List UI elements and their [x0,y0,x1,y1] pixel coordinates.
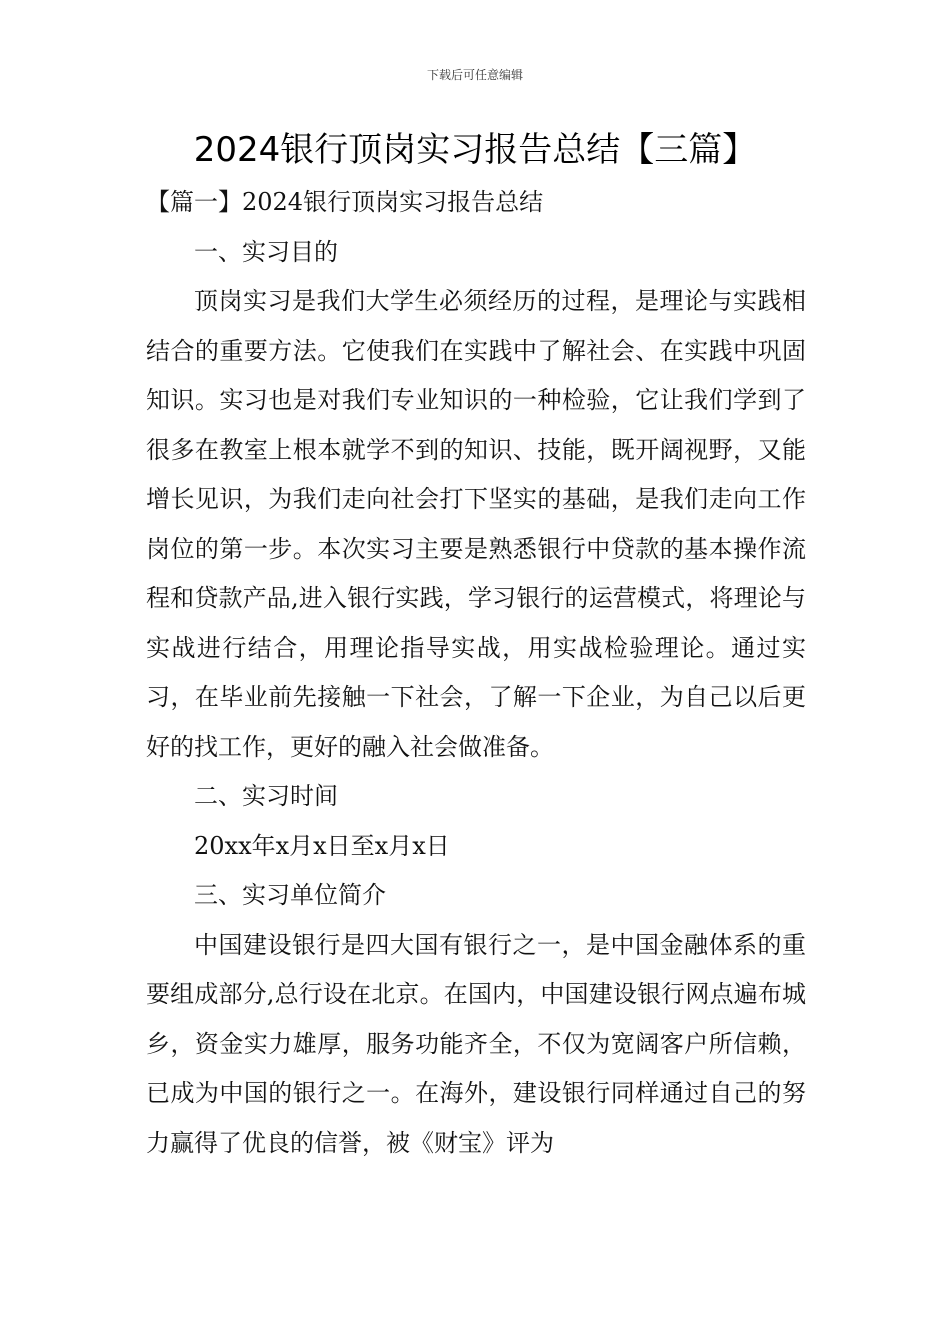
paragraph-purpose: 顶岗实习是我们大学生必须经历的过程，是理论与实践相结合的重要方法。它使我们在实践中了解社会、在实践中巩固知识。实习也是对我们专业知识的一种检验，它让我们学到了很多在教室上根本就学不到的知识、技能，既开阔视野，又能增长见识，为我们走向社会打下坚实的基础，是我们走向工作岗位的第一步。本次实习主要是熟悉银行中贷款的基本操作流程和贷款产品,进入银行实践，学习银行的运营模式，将理论与实战进行结合，用理论指导实战，用实战检验理论。通过实习，在毕业前先接触一下社会，了解一下企业，为自己以后更好的找工作，更好的融入社会做准备。 [146,287,806,761]
paragraph-unit: 中国建设银行是四大国有银行之一，是中国金融体系的重要组成部分,总行设在北京。在国内，中国建设银行网点遍布城乡，资金实力雄厚，服务功能齐全，不仅为宽阔客户所信赖，已成为中国的银行之一。在海外，建设银行同样通过自己的努力赢得了优良的信誉，被《财宝》评为 [146,930,806,1157]
section-heading-purpose: 一、实习目的 [194,237,338,266]
document-body [146,178,806,1168]
document-title: 2024银行顶岗实习报告总结【三篇】 [193,130,757,170]
section-heading-time: 二、实习时间 [194,782,338,810]
paragraph-time: 20xx年x月x日至x月x日 [194,831,450,860]
section-heading-unit: 三、实习单位简介 [194,881,386,909]
header-note: 下载后可任意编辑 [426,68,523,82]
section-heading-part-one: 【篇一】2024银行顶岗实习报告总结 [146,188,544,216]
